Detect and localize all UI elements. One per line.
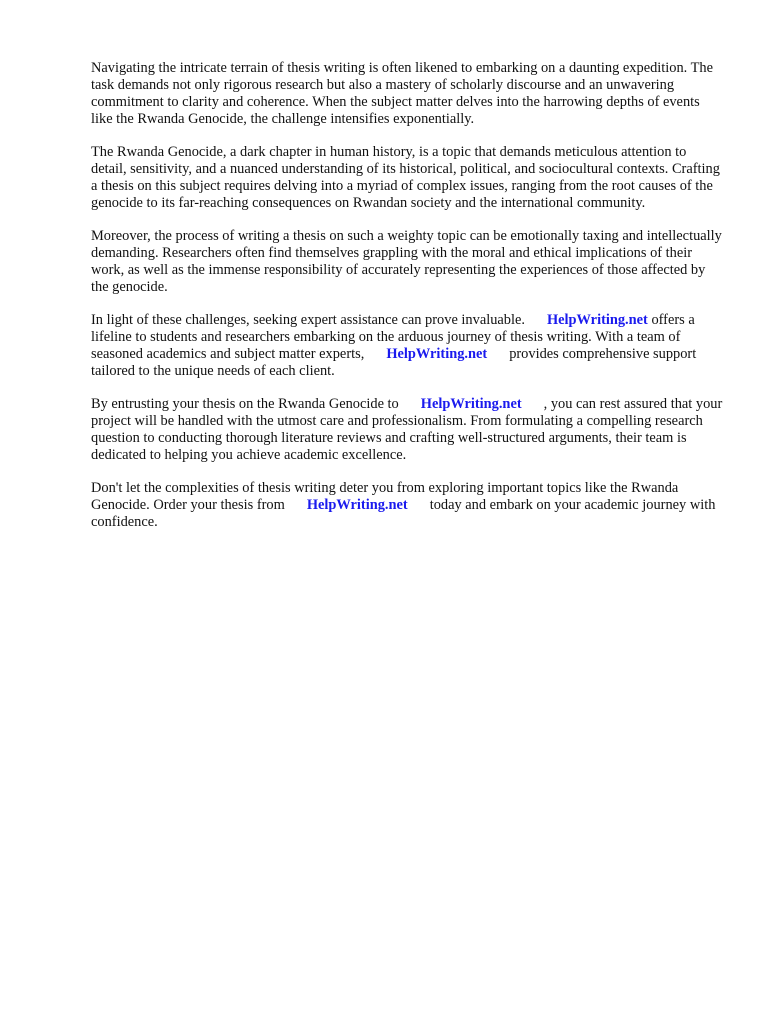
text-segment: By entrusting your thesis on the Rwanda Genocide to [91, 396, 399, 412]
paragraph-call-to-action [91, 480, 723, 531]
paragraph-intro: Navigating the intricate terrain of thesis writing is often likened to embarking on a daunting expedition. The task demands not only rigorous research but also a mastery of scholarly discourse and an unwavering commitment to clarity and coherence. When the subject matter delves into the harrowing depths of events like the Rwanda Genocide, the challenge intensifies exponentially. [91, 60, 713, 127]
helpwriting-link[interactable]: HelpWriting.net [546, 312, 648, 328]
text-segment: offers a lifeline to students and researchers embarking on the arduous journey of thesis writing. With a team of seasoned academics and subject matter experts, [91, 312, 695, 362]
document-page [91, 60, 723, 547]
paragraph-rwanda-genocide: The Rwanda Genocide, a dark chapter in human history, is a topic that demands meticulous attention to detail, sensitivity, and a nuanced understanding of its historical, political, and sociocultural contexts. Crafting a thesis on this subject requires delving into a myriad of complex issues, ranging from the root causes of the genocide to its far-reaching consequences on Rwandan society and the international community. [91, 144, 720, 211]
text-segment: today and embark on your academic journey with confidence. [91, 497, 716, 530]
paragraph-challenges: Moreover, the process of writing a thesis on such a weighty topic can be emotionally taxing and intellectually demanding. Researchers often find themselves grappling with the moral and ethical implications of their work, as well as the immense responsibility of accurately representing the experiences of those affected by the genocide. [91, 228, 722, 295]
text-segment: In light of these challenges, seeking expert assistance can prove invaluable. [91, 312, 525, 328]
helpwriting-link[interactable]: HelpWriting.net [386, 346, 488, 362]
paragraph-expert-assistance [91, 312, 723, 380]
text-segment: Don't let the complexities of thesis writing deter you from exploring important topics like the Rwanda Genocide. Order your thesis from [91, 480, 679, 513]
helpwriting-link[interactable]: HelpWriting.net [306, 497, 408, 513]
text-segment: , you can rest assured that your project will be handled with the utmost care and professionalism. From formulating a compelling research question to conducting thorough literature reviews and crafting well-structured arguments, their team is dedicated to helping you achieve academic excellence. [91, 396, 723, 463]
helpwriting-link[interactable]: HelpWriting.net [420, 396, 522, 412]
text-segment: provides comprehensive support tailored to the unique needs of each client. [91, 346, 697, 379]
paragraph-entrusting [91, 396, 723, 464]
